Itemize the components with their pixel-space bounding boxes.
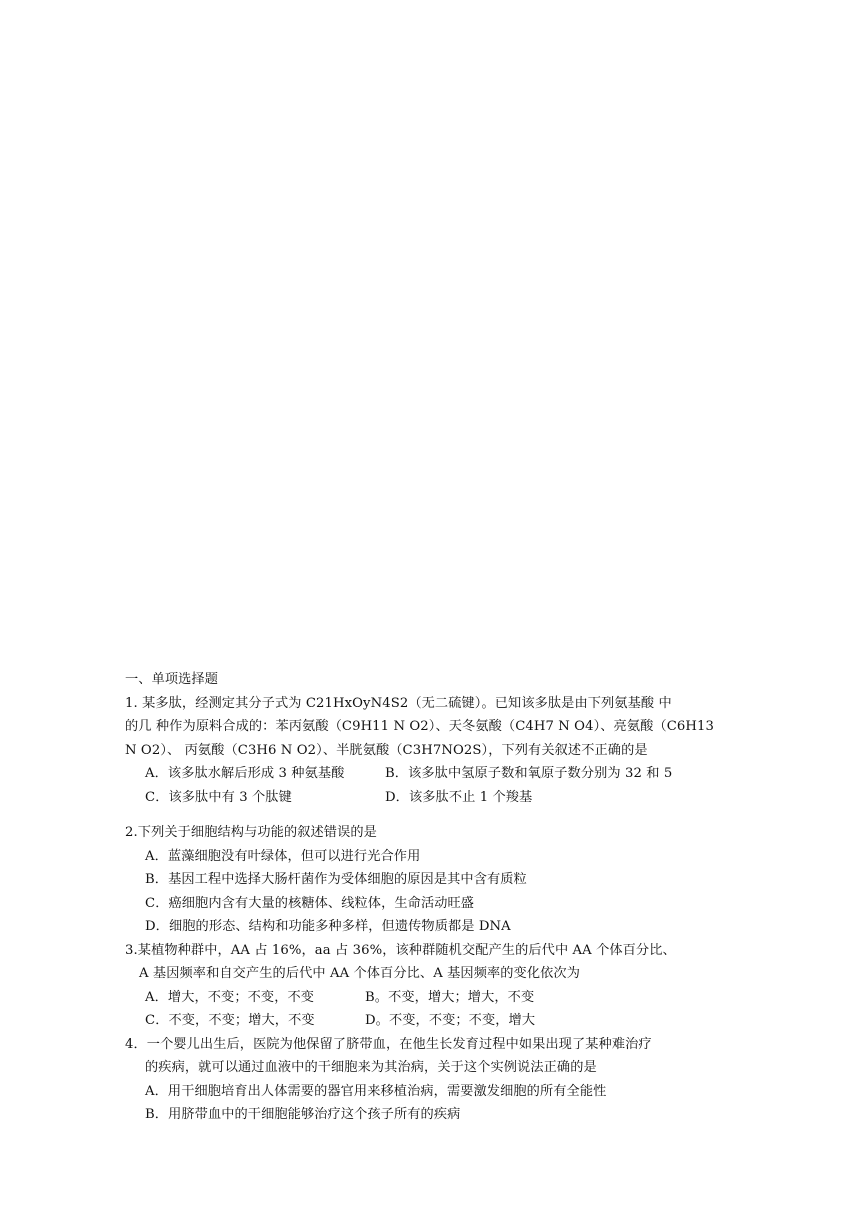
question-2-option-b: B．基因工程中选择大肠杆菌作为受体细胞的原因是其中含有质粒 [145,872,527,887]
question-3-stem-line: 3.某植物种群中，AA 占 16%，aa 占 36%，该种群随机交配产生的后代中 AA 个体百分比、 [125,942,676,958]
question-1-option-b: B．该多肽中氢原子数和氧原子数分别为 32 和 5 [385,766,673,781]
question-3-stem-line: A 基因频率和自交产生的后代中 AA 个体百分比、A 基因频率的变化依次为 [139,966,580,981]
question-1 [125,692,745,810]
question-4 [125,1033,745,1127]
question-3-option-a: A．增大，不变；不变，不变 [145,989,315,1005]
question-4-stem-line: 4．一个婴儿出生后，医院为他保留了脐带血，在他生长发育过程中如果出现了某种难治疗 [125,1036,652,1052]
question-4-option-a: A．用干细胞培育出人体需要的器官用来移植治病，需要激发细胞的所有全能性 [145,1083,607,1099]
question-2-option-a: A．蓝藻细胞没有叶绿体，但可以进行光合作用 [145,848,421,864]
question-3-option-d: D。不变，不变；不变，增大 [365,1013,536,1028]
spacer [125,809,745,821]
question-1-stem-line: 的几 种作为原料合成的：苯丙氨酸（C9H11 N O2）、天冬氨酸（C4H7 N O4）、亮氨酸（C6H13 [125,719,714,734]
question-2-option-c: C．癌细胞内含有大量的核糖体、线粒体，生命活动旺盛 [145,895,475,911]
question-3 [125,939,745,1033]
exam-content [125,668,745,1127]
question-1-options-row [125,786,745,810]
question-1-option-d: D．该多肽不止 1 个羧基 [385,789,533,805]
question-1-stem-line: N O2）、 丙氨酸（C3H6 N O2）、半胱氨酸（C3H7NO2S），下列有关叙述不正确的是 [125,742,648,758]
question-4-option-b: B．用脐带血中的干细胞能够治疗这个孩子所有的疾病 [145,1107,461,1122]
question-1-option-c: C．该多肽中有 3 个肽键 [145,789,292,805]
question-3-option-b: B。不变，增大；增大，不变 [365,989,535,1005]
question-3-option-c: C．不变，不变；增大，不变 [145,1013,315,1028]
section-title: 一、单项选择题 [125,672,219,687]
question-3-options-row [125,986,745,1010]
question-1-stem-line: 1. 某多肽，经测定其分子式为 C21HxOyN4S2（无二硫键）。已知该多肽是由下列氨基酸 中 [125,695,672,711]
question-1-options-row [125,762,745,786]
question-4-stem-line: 的疾病，就可以通过血液中的干细胞来为其治病，关于这个实例说法正确的是 [145,1060,597,1075]
question-1-option-a: A．该多肽水解后形成 3 种氨基酸 [145,766,345,781]
question-3-options-row [125,1009,745,1033]
question-2-stem: 2.下列关于细胞结构与功能的叙述错误的是 [125,825,377,840]
question-2 [125,821,745,939]
question-2-option-d: D．细胞的形态、结构和功能多种多样，但遗传物质都是 DNA [145,919,511,934]
